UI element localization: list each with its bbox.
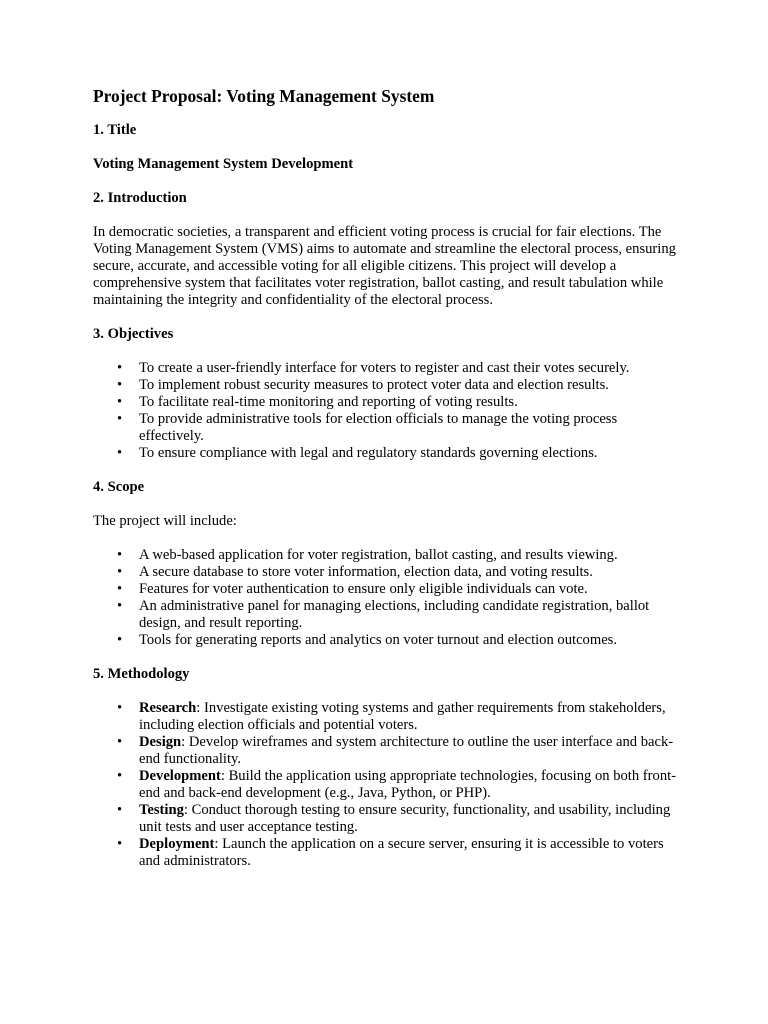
scope-list [93,547,683,649]
list-item [117,598,683,632]
list-item-text: To implement robust security measures to protect voter data and election results. [139,377,609,393]
list-item-text: A secure database to store voter information, election data, and voting results. [139,564,593,580]
methodology-term: Testing [139,802,184,818]
methodology-description: : Conduct thorough testing to ensure security, functionality, and usability, including unit tests and user acceptance testing. [139,802,671,835]
list-item-text: Features for voter authentication to ensure only eligible individuals can vote. [139,581,588,597]
list-item [117,768,683,802]
bullet-icon: • [117,768,123,784]
list-item [117,360,683,377]
list-item [117,564,683,581]
methodology-term: Design [139,734,182,750]
methodology-term: Research [139,700,197,716]
list-item [117,547,683,564]
bullet-icon: • [117,394,123,410]
list-item [117,700,683,734]
methodology-term: Development [139,768,221,784]
document-body [93,86,683,887]
list-item-text: A web-based application for voter registration, ballot casting, and results viewing. [139,547,618,563]
section-heading-scope: 4. Scope [93,479,145,495]
bullet-icon: • [117,360,123,376]
bullet-icon: • [117,547,123,563]
bullet-icon: • [117,700,123,716]
scope-intro: The project will include: [93,513,237,529]
methodology-list [93,700,683,870]
list-item-text: To provide administrative tools for election officials to manage the voting process effectively. [139,411,618,444]
list-item-text: An administrative panel for managing elections, including candidate registration, ballot design, and result reporting. [139,598,650,631]
list-item [117,802,683,836]
project-title-text: Voting Management System Development [93,156,354,172]
list-item [117,411,683,445]
bullet-icon: • [117,802,123,818]
methodology-description: : Develop wireframes and system architecture to outline the user interface and back-end functionality. [139,734,674,767]
methodology-term: Deployment [139,836,215,852]
objectives-list [93,360,683,462]
list-item [117,394,683,411]
document-title: Project Proposal: Voting Management System [93,86,435,106]
bullet-icon: • [117,836,123,852]
bullet-icon: • [117,445,123,461]
methodology-description: : Investigate existing voting systems and gather requirements from stakeholders, including election officials and potential voters. [139,700,666,733]
bullet-icon: • [117,632,123,648]
list-item [117,377,683,394]
section-heading-title: 1. Title [93,122,137,138]
list-item [117,836,683,870]
list-item [117,445,683,462]
bullet-icon: • [117,734,123,750]
bullet-icon: • [117,581,123,597]
list-item [117,581,683,598]
introduction-paragraph: In democratic societies, a transparent and efficient voting process is crucial for fair elections. The Voting Management System (VMS) aims to automate and streamline the electoral process, ensuring secure, accurate, and accessible voting for all eligible citizens. This project will develop a comprehensive system that facilitates voter registration, ballot casting, and result tabulation while maintaining the integrity and confidentiality of the electoral process. [93,224,676,308]
list-item-text: To facilitate real-time monitoring and reporting of voting results. [139,394,518,410]
section-heading-objectives: 3. Objectives [93,326,174,342]
bullet-icon: • [117,411,123,427]
section-heading-methodology: 5. Methodology [93,666,190,682]
methodology-description: : Launch the application on a secure server, ensuring it is accessible to voters and administrators. [139,836,664,869]
methodology-description: : Build the application using appropriate technologies, focusing on both front-end and back-end development (e.g., Java, Python, or PHP). [139,768,677,801]
bullet-icon: • [117,377,123,393]
bullet-icon: • [117,564,123,580]
list-item [117,734,683,768]
list-item-text: To ensure compliance with legal and regulatory standards governing elections. [139,445,598,461]
list-item [117,632,683,649]
list-item-text: To create a user-friendly interface for voters to register and cast their votes securely. [139,360,630,376]
bullet-icon: • [117,598,123,614]
section-heading-introduction: 2. Introduction [93,190,187,206]
list-item-text: Tools for generating reports and analytics on voter turnout and election outcomes. [139,632,618,648]
